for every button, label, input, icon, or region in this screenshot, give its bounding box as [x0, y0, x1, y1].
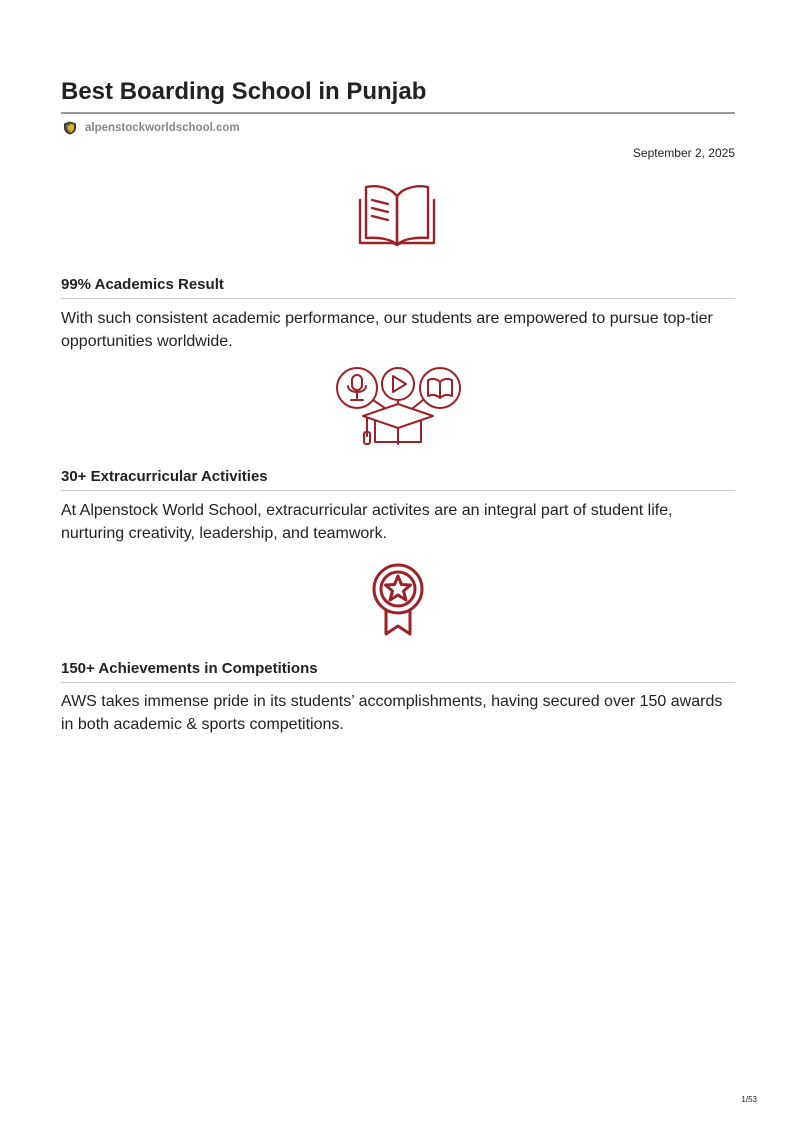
source-line	[61, 120, 240, 136]
award-medal-icon	[371, 562, 425, 638]
section-heading-extracurricular: 30+ Extracurricular Activities	[61, 468, 268, 485]
source-domain-link[interactable]: alpenstockworldschool.com	[85, 122, 240, 134]
section-divider	[61, 490, 735, 491]
title-divider	[61, 112, 735, 114]
section-body-extracurricular: At Alpenstock World School, extracurricular activites are an integral part of student life, nurturing creativity, leadership, and teamwork.	[61, 502, 673, 542]
page-title: Best Boarding School in Punjab	[61, 78, 427, 105]
section-body-academics: With such consistent academic performance, our students are empowered to pursue top-tier opportunities worldwide.	[61, 310, 713, 350]
school-crest-icon	[63, 121, 77, 135]
section-divider	[61, 298, 735, 299]
graduation-activities-icon	[335, 366, 461, 448]
page-number: 1/53	[741, 1095, 757, 1104]
publish-date: September 2, 2025	[632, 146, 735, 160]
section-divider	[61, 682, 735, 683]
section-body-achievements: AWS takes immense pride in its students’ accomplishments, having secured over 150 awards in both academic & sports competitions.	[61, 693, 723, 733]
section-heading-academics: 99% Academics Result	[61, 276, 224, 293]
section-heading-achievements: 150+ Achievements in Competitions	[61, 660, 318, 677]
open-book-icon	[358, 183, 436, 247]
